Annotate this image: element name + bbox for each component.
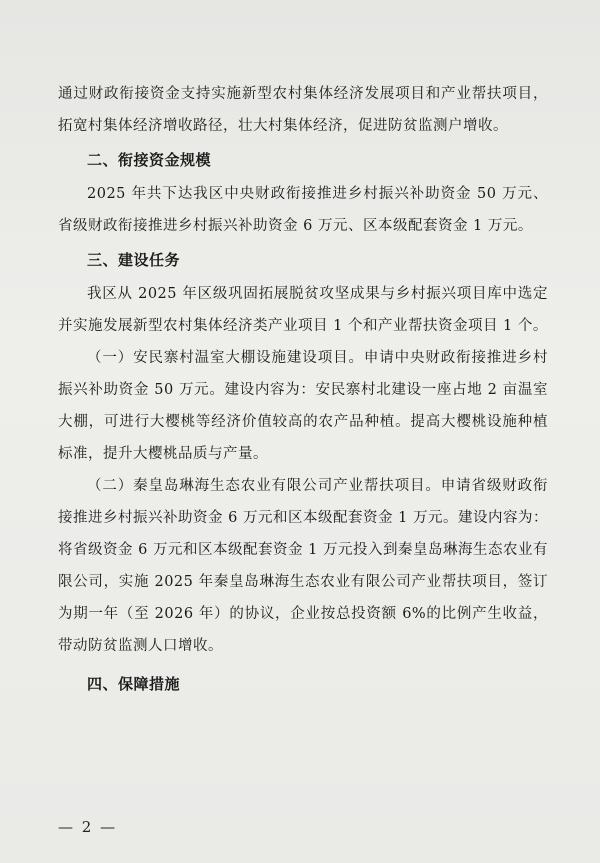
paragraph-project-two: （二）秦皇岛琳海生态农业有限公司产业帮扶项目。申请省级财政衔接推进乡村振兴补助资金 6 万元和区本级配套资金 1 万元。建设内容为：将省级资金 6 万元和区本级配套资金 1 万元投入到秦皇岛琳海生态农业有限公司，实施 2025 年秦皇岛琳海生态农业有限公司产业帮扶项目，签订为期一年（至 2026 年）的协议，企业按总投资额 6%的比例产生收益，带动防贫监测人口增收。	[58, 478, 548, 654]
section-heading-construction-tasks: 三、建设任务	[87, 251, 181, 269]
paragraph-funding-scale: 2025 年共下达我区中央财政衔接推进乡村振兴补助资金 50 万元、省级财政衔接推进乡村振兴补助资金 6 万元、区本级配套资金 1 万元。	[58, 186, 548, 234]
paragraph-construction-tasks: 我区从 2025 年区级巩固拓展脱贫攻坚成果与乡村振兴项目库中选定并实施发展新型农村集体经济类产业项目 1 个和产业帮扶资金项目 1 个。	[58, 286, 548, 334]
document-body	[58, 78, 548, 702]
paragraph-intro-continuation: 通过财政衔接资金支持实施新型农村集体经济发展项目和产业帮扶项目，拓宽村集体经济增收路径，壮大村集体经济，促进防贫监测户增收。	[58, 86, 548, 134]
section-heading-funding-scale: 二、衔接资金规模	[87, 151, 212, 169]
page-number: — 2 —	[58, 818, 118, 836]
paragraph-project-one: （一）安民寨村温室大棚设施建设项目。申请中央财政衔接推进乡村振兴补助资金 50 万元。建设内容为：安民寨村北建设一座占地 2 亩温室大棚，可进行大樱桃等经济价值较高的农产品种植。提高大樱桃设施种植标准，提升大樱桃品质与产量。	[58, 350, 548, 462]
section-heading-safeguards: 四、保障措施	[87, 675, 181, 693]
